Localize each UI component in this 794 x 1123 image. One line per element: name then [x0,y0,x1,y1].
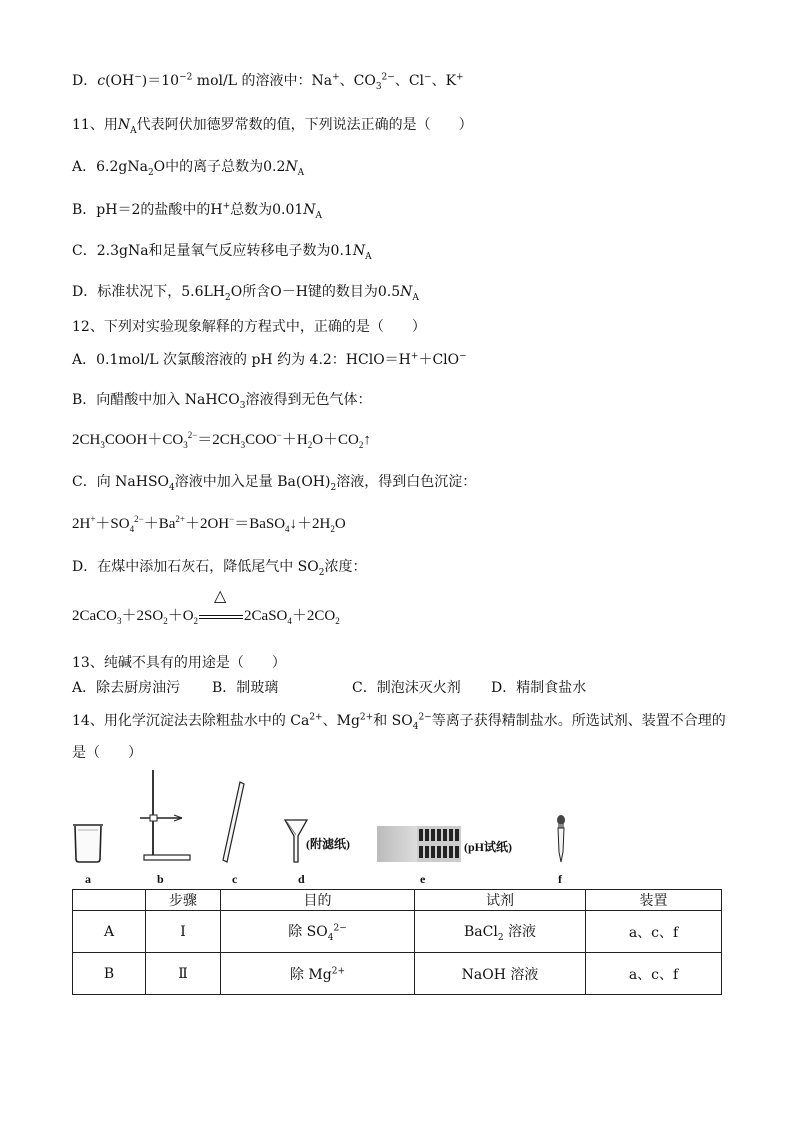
table-header-row [73,890,722,911]
q14-stem: 14、用化学沉淀法去除粗盐水中的 $Ca^{2+}$、$Mg^{2+}$和 $SO_4^{2-}$等离子获得精制盐水。所选试剂、装置不合理的 [72,712,726,732]
q11-option-b: B．pH＝2的盐酸中的H+总数为$0.01N_A$ [72,201,323,221]
table-header-cell [73,890,146,911]
table-cell: Ⅱ [146,953,221,995]
ph-paper-icon [377,826,461,862]
q11-option-a: A．6.2gNa$_2$O中的离子总数为$0.2N_A$ [72,159,305,178]
table-cell: a、c、f [586,953,722,995]
table-cell: BaCl$_2$ 溶液 [415,911,586,953]
apparatus-label-c: c [232,872,238,886]
table-cell: a、c、f [586,911,722,953]
q13-option-b: B．制玻璃 [212,680,279,696]
apparatus-label-e: e [420,872,426,886]
q11-stem: 11、用$N_A$代表阿伏加德罗常数的值，下列说法正确的是（ ） [72,117,473,136]
table-row [73,953,722,995]
table-cell: Ⅰ [146,911,221,953]
q13-option-d: D．精制食盐水 [491,680,587,696]
experiment-table [72,889,722,995]
q13-stem: 13、纯碱不具有的用途是（ ） [72,655,286,671]
q10-d-tail: 的溶液中： [241,73,312,89]
apparatus-label-a: a [85,872,91,886]
filter-paper-note: (附滤纸) [306,837,350,851]
ph-paper-note: (pH试纸) [464,840,513,854]
q11-option-d: D．标准状况下，$5.6LH_2O$所含O－H键的数目为$0.5N_A$ [72,284,419,303]
q12-equation-d: $2CaCO_3+2SO_2+O_2$ △ $2CaSO_4+2CO_2$ [72,588,340,626]
apparatus-label-f: f [558,872,562,886]
q13-option-c: C．制泡沫灭火剂 [352,680,461,696]
q12-stem: 12、下列对实验现象解释的方程式中，正确的是（ ） [72,319,426,335]
table-header-cell: 装置 [586,890,722,911]
q13-option-a: A．除去厨房油污 [72,680,181,696]
dropper-icon [554,814,568,864]
table-cell: NaOH 溶液 [415,953,586,995]
table-cell: 除 $SO_4^{2-}$ [221,911,415,953]
q10-option-d: D．$c(OH^-)=10^{-2}$ mol/L 的溶液中：Na+、$CO_3^{2-}$、Cl−、K+ [72,72,464,92]
q14-stem-end: 是（ ） [72,745,142,761]
q10-d-prefix: D． [72,73,98,89]
q12-option-b: B．向醋酸中加入 NaHCO$_3$溶液得到无色气体： [72,392,372,411]
q12-option-c: C．向 NaHSO$_4$溶液中加入足量 $Ba(OH)_2$溶液，得到白色沉淀： [72,474,477,493]
table-cell: B [73,953,146,995]
beaker-icon [70,822,106,864]
table-header-cell: 试剂 [415,890,586,911]
q12-option-d: D．在煤中添加石灰石，降低尾气中 $SO_2$浓度： [72,559,367,578]
q11-option-c: C．2.3gNa和足量氧气反应转移电子数为$0.1N_A$ [72,243,372,262]
apparatus-label-b: b [157,872,164,886]
glass-rod-icon [218,780,248,866]
table-cell: A [73,911,146,953]
iron-stand-icon [138,768,196,864]
heat-triangle-icon: △ [214,588,227,605]
q12-option-a: A．0.1mol/L 次氯酸溶液的 pH 约为 4.2：HClO＝H+＋ClO− [72,351,467,368]
q12-equation-b: $2CH_3COOH+CO_3^{2-}=2CH_3COO^-+H_2O+CO_2↑$ [72,430,371,450]
table-header-cell: 步骤 [146,890,221,911]
q12-equation-c: $2H^++SO_4^{2-}+Ba^{2+}+2OH^-=BaSO_4↓+2H_2O$ [72,514,346,534]
funnel-icon [284,818,308,864]
table-row [73,911,722,953]
table-header-cell: 目的 [221,890,415,911]
apparatus-label-d: d [298,872,305,886]
table-cell: 除 $Mg^{2+}$ [221,953,415,995]
